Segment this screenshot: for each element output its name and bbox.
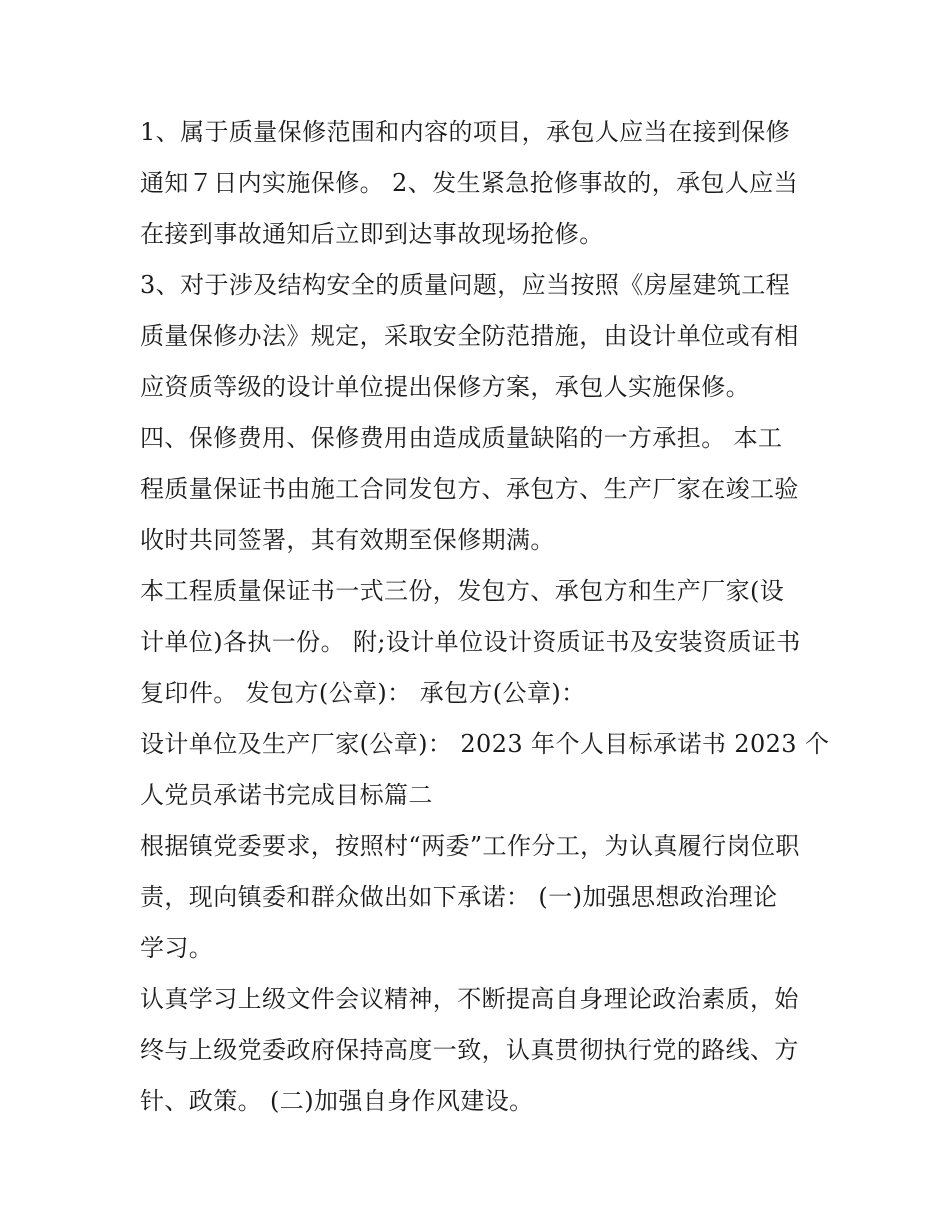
text-line: 收时共同签署，其有效期至保修期满。 [140,526,555,554]
text-line: 计单位)各执一份。 附;设计单位设计资质证书及安装资质证书 [140,628,801,656]
text-line: 根据镇党委要求，按照村“两委”工作分工，为认真履行岗位职 [140,832,800,860]
text-line: 本工程质量保证书一式三份，发包方、承包方和生产厂家(设 [140,577,785,605]
text-line: 1、属于质量保修范围和内容的项目，承包人应当在接到保修 [140,118,791,146]
text-line: 通知７日内实施保修。 2、发生紧急抢修事故的，承包人应当 [140,169,799,197]
document-body [140,107,830,1127]
text-line: 责，现向镇委和群众做出如下承诺： (一)加强思想政治理论 [140,883,778,911]
text-line: 在接到事故通知后立即到达事故现场抢修。 [140,220,604,248]
text-line: 复印件。 发包方(公章)： 承包方(公章)： [140,679,586,707]
text-line: 人党员承诺书完成目标篇二 [140,781,433,809]
text-line: 程质量保证书由施工合同发包方、承包方、生产厂家在竣工验 [140,475,799,503]
text-line: 学习。 [140,934,214,962]
text-line: 设计单位及生产厂家(公章)： 2023 年个人目标承诺书 2023 个 [140,730,830,758]
text-line: 四、保修费用、保修费用由造成质量缺陷的一方承担。 本工 [140,424,783,452]
text-line: 3、对于涉及结构安全的质量问题，应当按照《房屋建筑工程 [140,271,791,299]
text-line: 终与上级党委政府保持高度一致，认真贯彻执行党的路线、方 [140,1036,799,1064]
text-line: 认真学习上级文件会议精神，不断提高自身理论政治素质，始 [140,985,799,1013]
text-line: 针、政策。 (二)加强自身作风建设。 [140,1087,534,1115]
text-line: 质量保修办法》规定，采取安全防范措施，由设计单位或有相 [140,322,799,350]
text-line: 应资质等级的设计单位提出保修方案，承包人实施保修。 [140,373,750,401]
